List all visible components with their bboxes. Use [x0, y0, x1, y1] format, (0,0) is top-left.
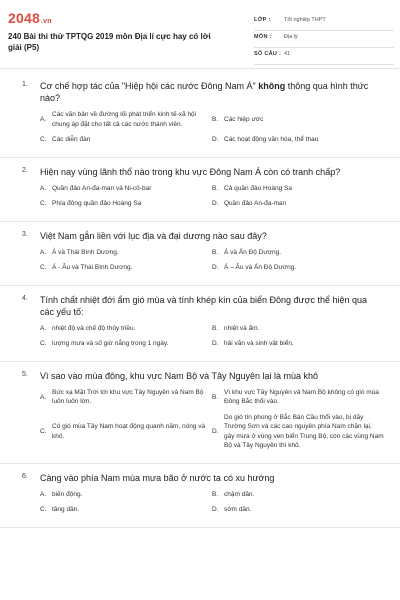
option-text: Á – Âu và Ấn Độ Dương.: [224, 264, 297, 271]
document-title: 240 Bài thi thử TPTQG 2019 môn Địa lí cực hay có lời giải (P5): [8, 32, 211, 52]
option-text: biến động.: [52, 490, 83, 498]
option-text: nhiệt độ và chế độ thủy triều.: [52, 324, 136, 332]
answer-option-d[interactable]: [212, 413, 384, 451]
answer-options: [0, 248, 400, 273]
question-stem: [0, 230, 400, 242]
answer-option-d[interactable]: [212, 505, 384, 515]
answer-option-d[interactable]: [212, 135, 384, 145]
question-number: 4.: [22, 294, 28, 302]
question-text: [40, 472, 380, 484]
option-letter: D.: [212, 264, 219, 271]
option-text: sớm dần.: [224, 506, 252, 513]
option-text: Á và Ấn Độ Dương.: [224, 248, 282, 256]
option-letter: A.: [40, 248, 47, 256]
meta-row-subject: [254, 31, 394, 48]
option-text: Quần đảo An-đa-man: [224, 200, 287, 207]
answer-option-c[interactable]: [40, 263, 212, 273]
answer-option-b[interactable]: [212, 248, 384, 258]
site-logo[interactable]: [8, 10, 52, 26]
question-text: [40, 80, 380, 104]
option-text: tăng dần.: [52, 506, 80, 513]
header: [0, 0, 400, 69]
question-list: [0, 72, 400, 528]
answer-option-a[interactable]: [40, 324, 212, 334]
question-text-part: Vì sao vào mùa đông, khu vực Nam Bộ và Tây Nguyên lại là mùa khô: [40, 370, 319, 381]
question-number: 2.: [22, 166, 28, 174]
option-text: Á - Âu và Thái Bình Dương.: [52, 264, 133, 271]
question-item: [0, 222, 400, 286]
logo-text: 2048: [8, 10, 40, 26]
meta-value: Tốt nghiệp THPT: [284, 17, 326, 23]
answer-options: [0, 490, 400, 515]
option-letter: A.: [40, 490, 47, 498]
option-text: Có gió mùa Tây Nam hoạt động quanh năm, nóng và khô.: [52, 423, 206, 440]
option-letter: B.: [212, 393, 219, 401]
option-text: Á và Thái Bình Dương.: [52, 248, 119, 256]
question-number: 5.: [22, 370, 28, 378]
question-stem: [0, 294, 400, 318]
answer-option-d[interactable]: [212, 263, 384, 273]
meta-key: MÔN :: [254, 34, 272, 40]
option-letter: D.: [212, 428, 219, 435]
meta-key: LỚP :: [254, 17, 271, 23]
answer-option-a[interactable]: [40, 184, 212, 194]
question-item: [0, 158, 400, 222]
option-text: hải văn và sinh vật biển.: [224, 340, 294, 347]
option-text: Quần đảo An-đa-man và Ni-cô-bar: [52, 184, 152, 192]
option-letter: A.: [40, 184, 47, 192]
question-item: [0, 464, 400, 528]
question-text-part: Cơ chế hợp tác của "Hiệp hội các nước Đông Nam Á": [40, 81, 259, 91]
meta-value: 41: [284, 51, 291, 57]
answer-option-c[interactable]: [40, 413, 212, 451]
option-letter: B.: [212, 116, 219, 123]
answer-option-a[interactable]: [40, 248, 212, 258]
answer-option-a[interactable]: [40, 490, 212, 500]
question-stem: [0, 370, 400, 382]
option-letter: C.: [40, 136, 47, 143]
option-letter: D.: [212, 136, 219, 143]
question-number: 6.: [22, 472, 28, 480]
answer-option-d[interactable]: [212, 339, 384, 349]
answer-option-b[interactable]: [212, 184, 384, 194]
question-text-part: Việt Nam gắn liền với lục địa và đại dương nào sau đây?: [40, 230, 267, 241]
option-text: nhiệt và ẩm.: [224, 324, 260, 332]
answer-options: [0, 324, 400, 349]
question-text-bold: không: [258, 81, 286, 91]
question-stem: [0, 166, 400, 178]
option-letter: C.: [40, 506, 47, 513]
question-text-part: thông qua hình thức nào?: [40, 81, 369, 103]
answer-option-c[interactable]: [40, 339, 212, 349]
answer-options: [0, 110, 400, 145]
option-letter: D.: [212, 340, 219, 347]
logo-suffix: .vn: [40, 18, 52, 25]
answer-option-b[interactable]: [212, 110, 384, 129]
option-letter: D.: [212, 200, 219, 207]
option-letter: B.: [212, 324, 219, 332]
option-letter: C.: [40, 264, 47, 271]
answer-option-c[interactable]: [40, 199, 212, 209]
option-text: Các văn bản về đường lối phát triển kinh tế-xã hội chung áp đặt cho tất cả các nước thành viên.: [52, 111, 197, 128]
answer-option-b[interactable]: [212, 388, 384, 407]
option-text: lượng mưa và số giờ nắng trong 1 ngày.: [52, 340, 169, 347]
option-letter: A.: [40, 116, 47, 123]
question-text: [40, 166, 380, 178]
option-text: Vì khu vực Tây Nguyên và Nam Bộ không có gió mùa Đông Bắc thổi vào.: [224, 388, 379, 405]
meta-value: Địa lý: [284, 34, 298, 40]
option-letter: C.: [40, 200, 47, 207]
question-number: 3.: [22, 230, 28, 238]
meta-row-count: [254, 48, 394, 65]
answer-options: [0, 388, 400, 451]
option-letter: D.: [212, 506, 219, 513]
option-text: Do gió tín phong ở Bắc Bán Cầu thổi vào, bị dãy Trường Sơn và các cao nguyên phía Nam chặn lại, gây mưa ở vùng ven biển Trung Bộ, còn các vùng Nam Bộ và Tây Nguyên thì khô.: [224, 413, 384, 449]
question-number: 1.: [22, 81, 28, 88]
option-letter: C.: [40, 340, 47, 347]
question-stem: [0, 80, 400, 104]
question-text-part: Càng vào phía Nam mùa mưa bão ở nước ta có xu hướng: [40, 472, 275, 483]
option-text: Các hoạt động văn hóa, thể thao: [224, 136, 319, 143]
option-text: Bức xạ Mặt Trời tới khu vực Tây Nguyên và Nam Bộ luôn luôn lớn.: [52, 388, 204, 405]
question-item: [0, 286, 400, 362]
answer-option-b[interactable]: [212, 324, 384, 334]
meta-row-class: [254, 14, 394, 31]
question-text-part: Hiện nay vùng lãnh thổ nào trong khu vực Đông Nam Á còn có tranh chấp?: [40, 166, 341, 177]
meta-table: [254, 14, 394, 65]
question-text: [40, 230, 380, 242]
answer-option-b[interactable]: [212, 490, 384, 500]
question-item: [0, 362, 400, 464]
answer-option-a[interactable]: [40, 388, 212, 407]
option-text: chậm dần.: [224, 490, 255, 498]
answer-option-c[interactable]: [40, 135, 212, 145]
option-letter: B.: [212, 248, 219, 256]
answer-option-d[interactable]: [212, 199, 384, 209]
option-letter: B.: [212, 490, 219, 498]
question-text-part: Tính chất nhiệt đới ẩm gió mùa và tính khép kín của biển Đông được thể hiện qua các yếu tố:: [40, 294, 368, 317]
question-text: [40, 370, 380, 382]
option-text: Các diễn đàn: [52, 136, 91, 143]
option-text: Cả quần đảo Hoàng Sa: [224, 184, 292, 192]
option-text: Phía đông quần đảo Hoàng Sa: [52, 200, 142, 207]
option-letter: C.: [40, 428, 47, 435]
question-stem: [0, 472, 400, 484]
option-letter: A.: [40, 393, 47, 401]
option-text: Các hiệp ước: [224, 115, 264, 123]
meta-key: SỐ CÂU :: [254, 51, 282, 57]
option-letter: B.: [212, 184, 219, 192]
answer-option-a[interactable]: [40, 110, 212, 129]
answer-options: [0, 184, 400, 209]
question-text: [40, 294, 380, 318]
option-letter: A.: [40, 324, 47, 332]
question-item: [0, 72, 400, 158]
answer-option-c[interactable]: [40, 505, 212, 515]
